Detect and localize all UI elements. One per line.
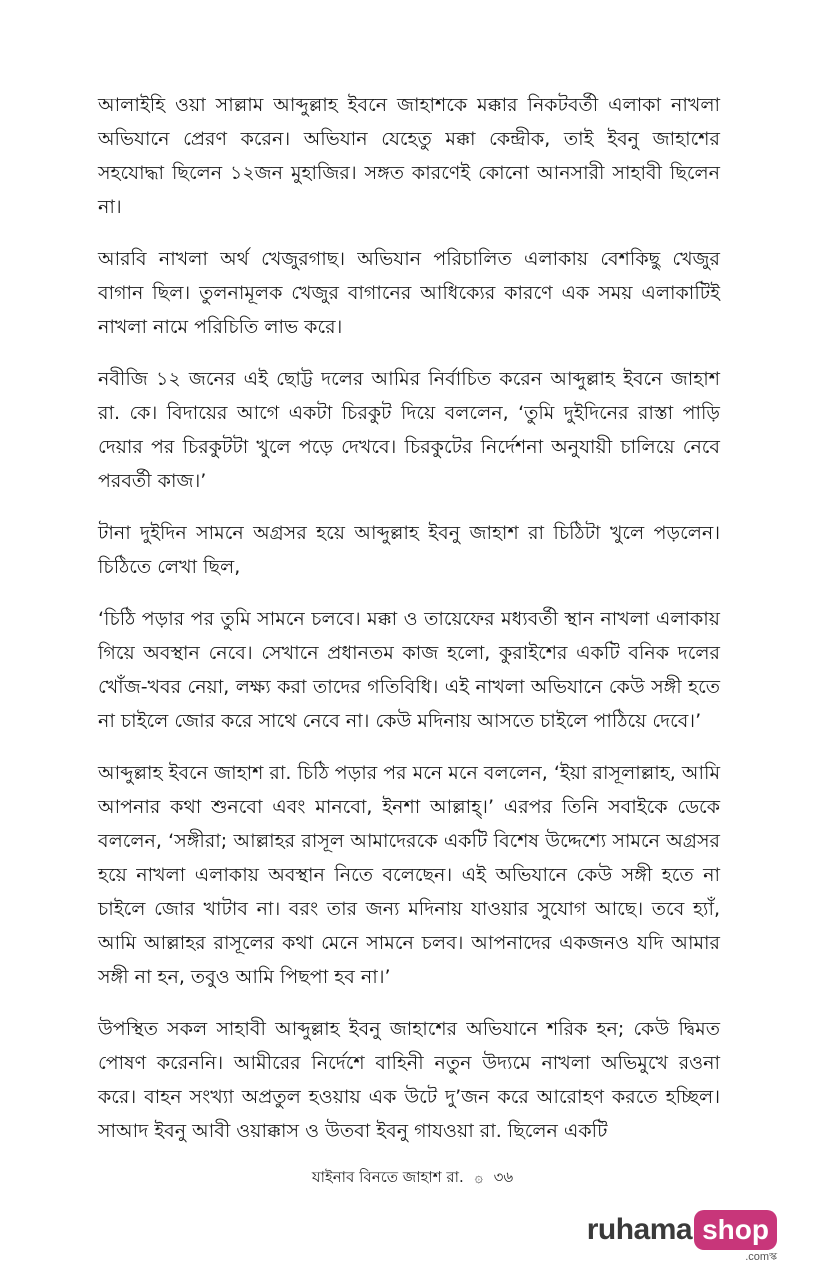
brand-logo (587, 1208, 777, 1264)
brand-name-left: ruhama (586, 1213, 693, 1246)
paragraph: আলাইহি ওয়া সাল্লাম আব্দুল্লাহ ইবনে জাহাশকে মক্কার নিকটবর্তী এলাকা নাখলা অভিযানে প্রেরণ করেন। অভিযান যেহেতু মক্কা কেন্দ্রীক, তাই ইবনু জাহাশের সহযোদ্ধা ছিলেন ১২জন মুহাজির। সঙ্গত কারণেই কোনো আনসারী সাহাবী ছিলেন না। (98, 94, 720, 218)
brand-name-right: shop (694, 1210, 777, 1250)
paragraph: আব্দুল্লাহ ইবনে জাহাশ রা. চিঠি পড়ার পর মনে মনে বললেন, ‘ইয়া রাসূলাল্লাহ, আমি আপনার কথা শুনবো এবং মানবো, ইনশা আল্লাহ্।’ এরপর তিনি সবাইকে ডেকে বললেন, ‘সঙ্গীরা; আল্লাহর রাসূল আমাদেরকে একটি বিশেষ উদ্দেশ্যে সামনে অগ্রসর হয়ে নাখলা এলাকায় অবস্থান নিতে বলেছেন। এই অভিযানে কেউ সঙ্গী হতে না চাইলে জোর খাটাব না। বরং তার জন্য মদিনায় যাওয়ার সুযোগ আছে। তবে হ্যাঁ, আমি আল্লাহর রাসূলের কথা মেনে সামনে চলব। আপনাদের একজনও যদি আমার সঙ্গী না হন, তবুও আমি পিছপা হব না।’ (98, 762, 720, 988)
paragraph: ‘চিঠি পড়ার পর তুমি সামনে চলবে। মক্কা ও তায়েফের মধ্যবর্তী স্থান নাখলা এলাকায় গিয়ে অবস্থান নেবে। সেখানে প্রধানতম কাজ হলো, কুরাইশের একটি বনিক দলের খোঁজ-খবর নেয়া, লক্ষ্য করা তাদের গতিবিধি। এই নাখলা অভিযানে কেউ সঙ্গী হতে না চাইলে জোর করে সাথে নেবে না। কেউ মদিনায় আসতে চাইলে পাঠিয়ে দেবে।’ (98, 608, 720, 732)
page-footer (0, 1166, 825, 1191)
paragraph: নবীজি ১২ জনের এই ছোট্ট দলের আমির নির্বাচিত করেন আব্দুল্লাহ ইবনে জাহাশ রা. কে। বিদায়ের আগে একটা চিরকুট দিয়ে বললেন, ‘তুমি দুইদিনের রাস্তা পাড়ি দেয়ার পর চিরকুটটা খুলে পড়ে দেখবে। চিরকুটের নির্দেশনা অনুযায়ী চালিয়ে নেবে পরবর্তী কাজ।’ (98, 368, 720, 492)
brand-shop-group (692, 1208, 777, 1263)
running-title: যাইনাব বিনতে জাহাশ রা. (311, 1168, 464, 1186)
page-number: ৩৬ (493, 1168, 514, 1186)
paragraph: আরবি নাখলা অর্থ খেজুরগাছ। অভিযান পরিচালিত এলাকায় বেশকিছু খেজুর বাগান ছিল। তুলনামূলক খেজুর বাগানের আধিক্যের কারণে এক সময় এলাকাটিই নাখলা নামে পরিচিতি লাভ করে। (98, 248, 720, 338)
page-body (98, 88, 720, 1166)
brand-domain: .comস্ক (745, 1251, 777, 1263)
ornament-icon: ۞ (474, 1170, 483, 1186)
paragraph: উপস্থিত সকল সাহাবী আব্দুল্লাহ ইবনু জাহাশের অভিযানে শরিক হন; কেউ দ্বিমত পোষণ করেননি। আমীরের নির্দেশে বাহিনী নতুন উদ্যমে নাখলা অভিমুখে রওনা করে। বাহন সংখ্যা অপ্রতুল হওয়ায় এক উটে দু’জন করে আরোহণ করতে হচ্ছিল। সাআদ ইবনু আবী ওয়াক্কাস ও উতবা ইবনু গাযওয়া রা. ছিলেন একটি (98, 1018, 720, 1142)
paragraph: টানা দুইদিন সামনে অগ্রসর হয়ে আব্দুল্লাহ ইবনু জাহাশ রা চিঠিটা খুলে পড়লেন। চিঠিতে লেখা ছিল, (98, 522, 720, 578)
